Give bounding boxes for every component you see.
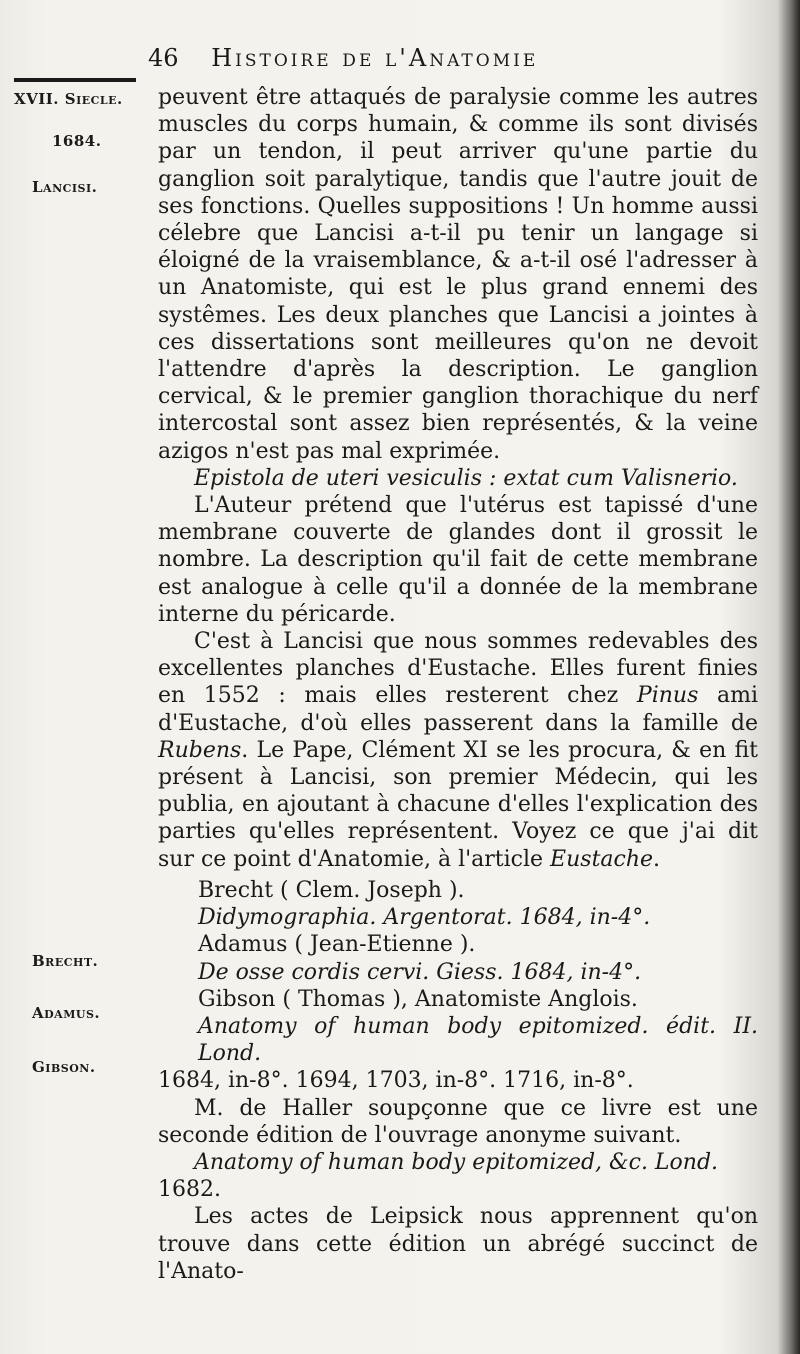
margin-century: XVII. Siecle. (14, 90, 123, 108)
brecht-title: Didymographia. Argentorat. 1684, in-4°. (198, 905, 651, 931)
text-run: ami d'Eustache, d'où elles passerent dans la famille de (158, 683, 758, 736)
anonymous-title: Anatomy of human body epitomized, &c. Lond. (194, 1149, 719, 1175)
text-run: . (653, 846, 661, 872)
adamus-name: Adamus ( Jean-Etienne ). (198, 932, 476, 958)
gibson-name: Gibson ( Thomas ), Anatomiste Anglois. (198, 986, 638, 1012)
anonymous-year: 1682. (158, 1177, 221, 1203)
work-title-epistola: Epistola de uteri vesiculis : extat cum Valisnerio. (194, 465, 738, 491)
haller-note: M. de Haller soupçonne que ce livre est une seconde édition de l'ouvrage anonyme suivant. (158, 1095, 758, 1148)
running-title: Histoire de l'Anatomie (211, 44, 539, 72)
margin-author-adamus: Adamus. (32, 1004, 101, 1022)
margin-author-gibson: Gibson. (32, 1058, 96, 1076)
main-text (158, 84, 758, 1285)
adamus-title: De osse cordis cervi. Giess. 1684, in-4°. (198, 959, 642, 985)
text-run: . Le Pape, Clément XI se les procura, & en fit présent à Lancisi, son premier Médecin, qui les publia, en ajoutant à chacune d'elles l'explication des parties qu'elles représentent. Voyez ce que j'ai dit sur ce point d'Anatomie, à l'article (158, 737, 758, 872)
text-run: C'est à Lancisi que nous sommes redevables des excellentes planches d'Eustache. Elles furent finies en 1552 : mais elles resterent chez (158, 629, 758, 709)
paragraph-ganglion: peuvent être attaqués de paralysie comme les autres muscles du corps humain, & comme ils sont divisés par un tendon, il peut arriver qu'une partie du ganglion soit paralytique, tandis que l'autre jouit de ses fonctions. Quelles suppositions ! Un homme aussi célebre que Lancisi a-t-il pu tenir un langage si éloigné de la vraisemblance, & a-t-il osé l'adresser à un Anatomiste, qui est le plus grand ennemi des systêmes. Les deux planches que Lancisi a jointes à ces dissertations sont meilleures qu'on ne devoit l'attendre d'après la description. Le ganglion cervical, & le premier ganglion thorachique du nerf intercostal sont assez bien représentés, & la veine azigos n'est pas mal exprimée. (158, 85, 758, 464)
brecht-name: Brecht ( Clem. Joseph ). (198, 877, 465, 903)
margin-rule (14, 78, 136, 82)
page-number: 46 (148, 44, 179, 72)
name-pinus: Pinus (636, 683, 699, 709)
margin-author-brecht: Brecht. (32, 952, 99, 970)
margin-author-lancisi: Lancisi. (32, 178, 98, 196)
gibson-editions: 1684, in-8°. 1694, 1703, in-8°. 1716, in-8°. (158, 1068, 634, 1094)
paragraph-uterus: L'Auteur prétend que l'utérus est tapissé d'une membrane couverte de glandes dont il grossit le nombre. La description qu'il fait de cette membrane est analogue à celle qu'il a donnée de la membrane interne du péricarde. (158, 493, 758, 627)
running-header (148, 44, 668, 72)
gibson-title: Anatomy of human body epitomized. édit. II. Lond. (198, 1013, 758, 1067)
paragraph-eustache (158, 628, 758, 873)
name-eustache: Eustache (550, 846, 654, 872)
margin-year: 1684. (52, 132, 102, 150)
page-edge-shadow (778, 0, 800, 1354)
leipsick-paragraph: Les actes de Leipsick nous apprennent qu'on trouve dans cette édition un abrégé succinct de l'Anato- (158, 1204, 758, 1284)
name-rubens: Rubens (158, 737, 242, 763)
